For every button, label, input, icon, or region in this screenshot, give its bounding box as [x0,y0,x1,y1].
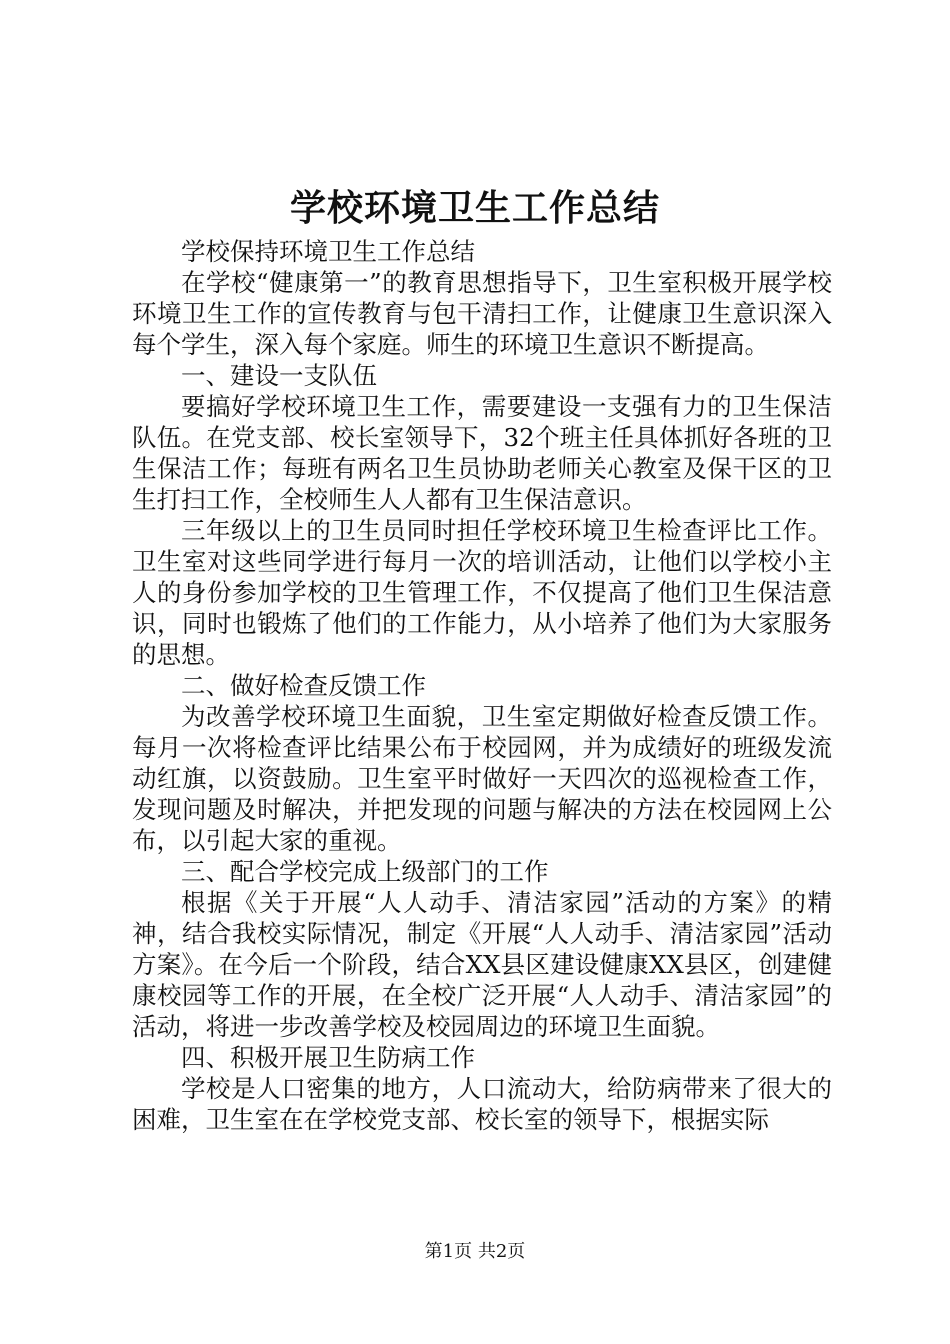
paragraph-section-4: 学校是人口密集的地方，人口流动大，给防病带来了很大的困难，卫生室在在学校党支部、校长室的领导下，根据实际 [132,1074,832,1134]
paragraph-section-2: 为改善学校环境卫生面貌，卫生室定期做好检查反馈工作。每月一次将检查评比结果公布于校园网，并为成绩好的班级发流动红旗，以资鼓励。卫生室平时做好一天四次的巡视检查工作，发现问题及时解决，并把发现的问题与解决的方法在校园网上公布，以引起大家的重视。 [132,702,832,855]
paragraph-section-1a: 要搞好学校环境卫生工作，需要建设一支强有力的卫生保洁队伍。在党支部、校长室领导下，32个班主任具体抓好各班的卫生保洁工作；每班有两名卫生员协助老师关心教室及保干区的卫生打扫工作，全校师生人人都有卫生保洁意识。 [132,392,832,514]
paragraph-intro: 在学校“健康第一”的教育思想指导下，卫生室积极开展学校环境卫生工作的宣传教育与包干清扫工作，让健康卫生意识深入每个学生，深入每个家庭。师生的环境卫生意识不断提高。 [132,268,832,359]
section-heading-3: 三、配合学校完成上级部门的工作 [181,857,549,886]
section-heading-4: 四、积极开展卫生防病工作 [181,1043,475,1072]
paragraph-section-1b: 三年级以上的卫生员同时担任学校环境卫生检查评比工作。卫生室对这些同学进行每月一次的培训活动，让他们以学校小主人的身份参加学校的卫生管理工作，不仅提高了他们卫生保洁意识，同时也锻炼了他们的工作能力，从小培养了他们为大家服务的思想。 [132,516,832,669]
document-body [132,236,832,1135]
paragraph-section-3: 根据《关于开展“人人动手、清洁家园”活动的方案》的精神，结合我校实际情况，制定《开展“人人动手、清洁家园”活动方案》。在今后一个阶段，结合XX县区建设健康XX县区，创建健康校园等工作的开展，在全校广泛开展“人人动手、清洁家园”的活动，将进一步改善学校及校园周边的环境卫生面貌。 [132,888,832,1041]
page-number: 第1页 共2页 [424,1241,526,1262]
document-title: 学校环境卫生工作总结 [289,187,660,229]
section-heading-2: 二、做好检查反馈工作 [181,671,426,700]
section-heading-1: 一、建设一支队伍 [181,361,377,390]
paragraph-subtitle: 学校保持环境卫生工作总结 [181,237,475,266]
